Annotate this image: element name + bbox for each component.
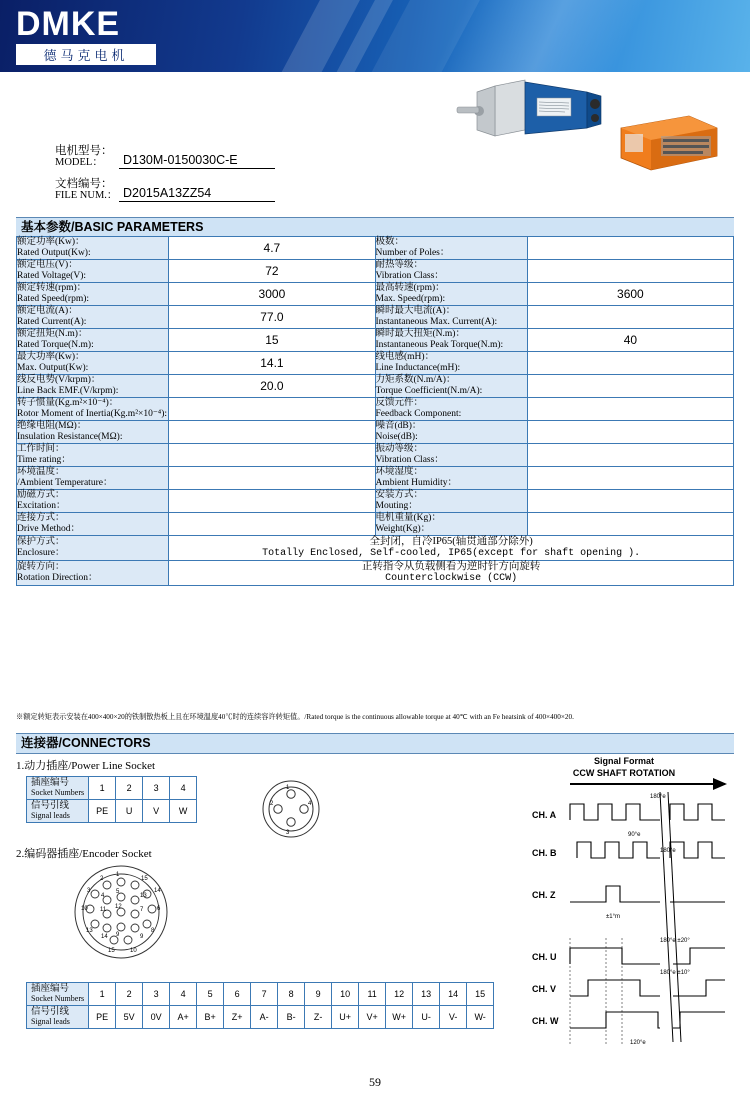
param-value-left: 15 bbox=[169, 329, 375, 352]
cell: 1 bbox=[89, 983, 116, 1006]
socket-header-cn: 插座编号 bbox=[31, 778, 70, 788]
param-value-left bbox=[169, 398, 375, 421]
cell: PE bbox=[89, 1006, 116, 1029]
param-value-cn: 正转指令从负载侧看为逆时针方向旋转 bbox=[361, 561, 541, 572]
svg-text:11: 11 bbox=[100, 907, 107, 913]
param-label-cn: 电机重量(Kg)： bbox=[375, 513, 441, 523]
model-value: D130M-0150030C-E bbox=[119, 153, 275, 169]
power-socket-title: 1.动力插座/Power Line Socket bbox=[16, 760, 156, 772]
param-label-en: Enclosure： bbox=[17, 548, 65, 558]
table-row bbox=[17, 444, 734, 467]
cell: 14 bbox=[440, 983, 467, 1006]
param-label-en: Time rating： bbox=[17, 455, 71, 465]
param-label-en: Max. Output(Kw): bbox=[17, 363, 89, 373]
param-label-en: Noise(dB): bbox=[375, 432, 418, 442]
cell: 0V bbox=[143, 1006, 170, 1029]
cell: W bbox=[170, 800, 197, 823]
signal-leads-header bbox=[27, 800, 89, 823]
svg-text:3: 3 bbox=[286, 830, 290, 836]
param-label-left bbox=[17, 513, 169, 536]
param-label-en: Feedback Component: bbox=[375, 409, 462, 419]
model-label bbox=[55, 145, 119, 169]
param-label-right bbox=[375, 490, 527, 513]
param-label-cn: 额定扭矩(N.m)： bbox=[17, 329, 88, 339]
param-label-en: /Ambient Temperature： bbox=[17, 478, 113, 488]
param-value-full bbox=[169, 561, 734, 586]
param-label-left bbox=[17, 444, 169, 467]
table-row bbox=[17, 490, 734, 513]
param-label-left bbox=[17, 536, 169, 561]
param-value-right bbox=[527, 444, 733, 467]
param-label-cn: 振动等级： bbox=[375, 444, 424, 454]
motor-photo bbox=[455, 78, 615, 156]
param-label-left bbox=[17, 237, 169, 260]
svg-text:14: 14 bbox=[154, 888, 161, 894]
section-header-basic-parameters bbox=[16, 217, 734, 238]
model-label-cn: 电机型号： bbox=[55, 145, 113, 157]
header-streak bbox=[365, 0, 486, 72]
param-value-right bbox=[527, 421, 733, 444]
socket-header-en: Socket Numbers bbox=[31, 994, 85, 1003]
encoder-socket-title: 2.编码器插座/Encoder Socket bbox=[16, 848, 152, 860]
param-label-right bbox=[375, 421, 527, 444]
table-row bbox=[17, 283, 734, 306]
cell: 5 bbox=[197, 983, 224, 1006]
signal-format-waveform bbox=[510, 752, 738, 1052]
cell: 15 bbox=[467, 983, 494, 1006]
cell: V- bbox=[440, 1006, 467, 1029]
cell: V bbox=[143, 800, 170, 823]
cell: A- bbox=[251, 1006, 278, 1029]
page-number: 59 bbox=[369, 1075, 381, 1089]
cell: B- bbox=[278, 1006, 305, 1029]
param-value-right bbox=[527, 513, 733, 536]
svg-text:3: 3 bbox=[87, 888, 91, 894]
table-row bbox=[17, 306, 734, 329]
cell: B+ bbox=[197, 1006, 224, 1029]
param-label-cn: 旋转方向： bbox=[17, 562, 65, 572]
leads-header-cn: 信号引线 bbox=[31, 801, 70, 811]
param-label-cn: 极数： bbox=[375, 237, 405, 247]
table-row bbox=[17, 421, 734, 444]
basic-parameters-table bbox=[16, 236, 734, 586]
socket-numbers-header bbox=[27, 983, 89, 1006]
param-label-right bbox=[375, 513, 527, 536]
cell: V+ bbox=[359, 1006, 386, 1029]
param-label-left bbox=[17, 260, 169, 283]
svg-text:9: 9 bbox=[116, 932, 120, 938]
cell: W- bbox=[467, 1006, 494, 1029]
section-title-basic: 基本参数/BASIC PARAMETERS bbox=[21, 220, 204, 234]
param-value-left bbox=[169, 421, 375, 444]
param-value-cn: 全封闭，自冷IP65(轴贯通部分除外) bbox=[369, 536, 533, 547]
param-label-left bbox=[17, 421, 169, 444]
param-value-right bbox=[527, 260, 733, 283]
param-value-left: 77.0 bbox=[169, 306, 375, 329]
param-label-cn: 力矩系数(N.m/A)： bbox=[375, 375, 456, 385]
param-value-full bbox=[169, 536, 734, 561]
svg-text:4: 4 bbox=[101, 893, 105, 899]
socket-numbers-header bbox=[27, 777, 89, 800]
param-value-right bbox=[527, 467, 733, 490]
svg-text:180°e: 180°e bbox=[660, 848, 676, 854]
param-label-cn: 线反电势(V/krpm)： bbox=[17, 375, 101, 385]
param-label-left bbox=[17, 561, 169, 586]
cell: 4 bbox=[170, 777, 197, 800]
model-info-block bbox=[55, 145, 275, 211]
param-value-right: 3600 bbox=[527, 283, 733, 306]
file-value: D2015A13ZZ54 bbox=[119, 186, 275, 202]
svg-text:CH. A: CH. A bbox=[532, 810, 557, 820]
param-label-cn: 额定电流(A)： bbox=[17, 306, 78, 316]
cell: Z+ bbox=[224, 1006, 251, 1029]
param-label-cn: 瞬时最大扭矩(N.m)： bbox=[375, 329, 465, 339]
param-label-en: Rated Speed(rpm): bbox=[17, 294, 90, 304]
model-label-en: MODEL： bbox=[55, 157, 103, 168]
cell: 13 bbox=[413, 983, 440, 1006]
table-row bbox=[27, 1006, 494, 1029]
param-label-cn: 绝缘电阻(MΩ)： bbox=[17, 421, 87, 431]
param-value-left: 20.0 bbox=[169, 375, 375, 398]
param-label-cn: 额定电压(V)： bbox=[17, 260, 78, 270]
section-header-connectors bbox=[16, 733, 734, 754]
param-label-right bbox=[375, 467, 527, 490]
svg-text:CH. U: CH. U bbox=[532, 952, 557, 962]
param-label-en: Ambient Humidity： bbox=[375, 478, 458, 488]
param-label-cn: 最大功率(Kw)： bbox=[17, 352, 85, 362]
svg-text:1: 1 bbox=[116, 872, 120, 878]
param-label-cn: 耐热等级： bbox=[375, 260, 424, 270]
svg-text:CH. Z: CH. Z bbox=[532, 890, 556, 900]
param-label-en: Rotor Moment of Inertia(Kg.m²×10⁻⁴): bbox=[17, 409, 168, 419]
svg-text:4: 4 bbox=[308, 801, 312, 807]
leads-header-en: Signal leads bbox=[31, 1017, 70, 1026]
svg-text:15: 15 bbox=[108, 948, 115, 954]
drive-photo bbox=[617, 112, 722, 174]
svg-text:9: 9 bbox=[140, 934, 144, 940]
svg-text:1: 1 bbox=[286, 785, 290, 791]
cell: U- bbox=[413, 1006, 440, 1029]
param-label-cn: 反馈元件： bbox=[375, 398, 424, 408]
section-title-connectors: 连接器/CONNECTORS bbox=[21, 736, 151, 750]
table-row bbox=[17, 513, 734, 536]
param-label-en: Rated Voltage(V): bbox=[17, 271, 87, 281]
socket-header-en: Socket Numbers bbox=[31, 788, 85, 797]
page-header bbox=[0, 0, 750, 72]
param-label-en: Rotation Direction： bbox=[17, 573, 98, 583]
param-label-en: Number of Poles： bbox=[375, 248, 450, 258]
table-footnote: ※额定转矩表示安装在400×400×20的铁制散热板上且在环境温度40℃时的连续容许转矩值。/Rated torque is the continuous allowable torque at 40℃ with an Fe heatsink of 400×400×20. bbox=[16, 713, 574, 721]
param-label-cn: 额定功率(Kw)： bbox=[17, 237, 85, 247]
cell: 3 bbox=[143, 777, 170, 800]
svg-text:CH. W: CH. W bbox=[532, 1016, 559, 1026]
svg-text:6: 6 bbox=[157, 906, 161, 912]
cell: 1 bbox=[89, 777, 116, 800]
param-label-left bbox=[17, 283, 169, 306]
cell: 5V bbox=[116, 1006, 143, 1029]
svg-text:13: 13 bbox=[86, 928, 93, 934]
brand-name: DMKE bbox=[16, 5, 121, 43]
param-label-cn: 安装方式： bbox=[375, 490, 424, 500]
param-label-right bbox=[375, 352, 527, 375]
param-label-en: Rated Output(Kw): bbox=[17, 248, 91, 258]
signal-leads-header bbox=[27, 1006, 89, 1029]
table-row bbox=[17, 329, 734, 352]
param-label-cn: 噪音(dB)： bbox=[375, 421, 422, 431]
socket-header-cn: 插座编号 bbox=[31, 984, 70, 994]
svg-text:7: 7 bbox=[140, 907, 144, 913]
param-label-en: Instantaneous Max. Current(A): bbox=[375, 317, 498, 327]
svg-text:180°e: 180°e bbox=[650, 794, 666, 800]
table-row bbox=[17, 260, 734, 283]
param-label-cn: 转子惯量(Kg.m²×10⁻⁴)： bbox=[17, 398, 119, 408]
cell: 2 bbox=[116, 777, 143, 800]
table-row bbox=[17, 375, 734, 398]
table-row bbox=[17, 237, 734, 260]
param-label-right bbox=[375, 375, 527, 398]
cell: U bbox=[116, 800, 143, 823]
param-label-left bbox=[17, 490, 169, 513]
param-label-en: Insulation Resistance(MΩ): bbox=[17, 432, 123, 442]
param-label-cn: 线电感(mH)： bbox=[375, 352, 435, 362]
svg-text:12: 12 bbox=[115, 904, 122, 910]
cell: 6 bbox=[224, 983, 251, 1006]
svg-text:5: 5 bbox=[116, 889, 120, 895]
svg-text:180°e ±20°: 180°e ±20° bbox=[660, 938, 690, 944]
param-label-en: Rated Current(A): bbox=[17, 317, 87, 327]
cell: 7 bbox=[251, 983, 278, 1006]
param-label-cn: 环境湿度： bbox=[375, 467, 424, 477]
param-label-cn: 环境温度： bbox=[17, 467, 65, 477]
param-label-right bbox=[375, 283, 527, 306]
param-label-left bbox=[17, 398, 169, 421]
param-value-left bbox=[169, 490, 375, 513]
param-label-right bbox=[375, 398, 527, 421]
param-value-en: Totally Enclosed, Self-cooled, IP65(except for shaft opening ). bbox=[262, 548, 641, 559]
param-label-left bbox=[17, 467, 169, 490]
cell: 2 bbox=[116, 983, 143, 1006]
param-label-cn: 保护方式： bbox=[17, 537, 65, 547]
svg-text:90°e: 90°e bbox=[628, 832, 641, 838]
svg-text:10: 10 bbox=[130, 948, 137, 954]
table-row bbox=[27, 777, 197, 800]
param-value-en: Counterclockwise (CCW) bbox=[385, 573, 518, 584]
param-value-left: 3000 bbox=[169, 283, 375, 306]
param-value-right: 40 bbox=[527, 329, 733, 352]
param-value-right bbox=[527, 375, 733, 398]
param-label-en: Excitation： bbox=[17, 501, 66, 511]
param-label-en: Rated Torque(N.m): bbox=[17, 340, 94, 350]
svg-text:8: 8 bbox=[151, 928, 155, 934]
table-row bbox=[27, 800, 197, 823]
table-row bbox=[17, 398, 734, 421]
param-value-left bbox=[169, 513, 375, 536]
param-label-en: Torque Coefficient(N.m/A): bbox=[375, 386, 483, 396]
param-label-en: Weight(Kg)： bbox=[375, 524, 431, 534]
param-label-right bbox=[375, 329, 527, 352]
svg-text:2: 2 bbox=[270, 801, 274, 807]
cell: Z- bbox=[305, 1006, 332, 1029]
power-connector-diagram bbox=[248, 778, 334, 840]
leads-header-cn: 信号引线 bbox=[31, 1007, 70, 1017]
cell: 3 bbox=[143, 983, 170, 1006]
svg-text:180°e ±10°: 180°e ±10° bbox=[660, 970, 690, 976]
param-label-right bbox=[375, 444, 527, 467]
cell: U+ bbox=[332, 1006, 359, 1029]
encoder-socket-table bbox=[26, 982, 494, 1029]
param-value-left: 14.1 bbox=[169, 352, 375, 375]
param-label-cn: 瞬时最大电流(A)： bbox=[375, 306, 456, 316]
param-label-cn: 工作时间： bbox=[17, 444, 65, 454]
svg-text:13: 13 bbox=[140, 893, 147, 899]
param-value-right bbox=[527, 352, 733, 375]
param-label-en: Instantaneous Peak Torque(N.m): bbox=[375, 340, 504, 350]
param-label-en: Vibration Class： bbox=[375, 455, 444, 465]
table-row bbox=[17, 561, 734, 586]
svg-text:CCW SHAFT ROTATION: CCW SHAFT ROTATION bbox=[572, 768, 676, 778]
power-socket-table bbox=[26, 776, 197, 823]
param-value-left: 4.7 bbox=[169, 237, 375, 260]
svg-text:14: 14 bbox=[101, 934, 108, 940]
param-value-right bbox=[527, 490, 733, 513]
param-value-right bbox=[527, 398, 733, 421]
param-label-right bbox=[375, 260, 527, 283]
param-label-left bbox=[17, 306, 169, 329]
svg-text:CH. V: CH. V bbox=[532, 984, 557, 994]
encoder-connector-diagram bbox=[62, 862, 180, 962]
svg-text:15: 15 bbox=[141, 876, 148, 882]
svg-text:2: 2 bbox=[100, 876, 104, 882]
param-label-en: Mouting： bbox=[375, 501, 418, 511]
brand-logo bbox=[16, 6, 156, 65]
header-streak bbox=[330, 0, 399, 72]
param-label-en: Max. Speed(rpm): bbox=[375, 294, 446, 304]
param-label-en: Line Inductance(mH): bbox=[375, 363, 461, 373]
param-value-right bbox=[527, 306, 733, 329]
param-value-right bbox=[527, 237, 733, 260]
param-label-left bbox=[17, 375, 169, 398]
file-label-cn: 文档编号： bbox=[55, 178, 113, 190]
param-label-en: Drive Method： bbox=[17, 524, 81, 534]
svg-text:CH. B: CH. B bbox=[532, 848, 557, 858]
param-value-left bbox=[169, 444, 375, 467]
cell: 11 bbox=[359, 983, 386, 1006]
file-label-en: FILE NUM.： bbox=[55, 190, 118, 201]
table-row bbox=[27, 983, 494, 1006]
param-label-cn: 连接方式： bbox=[17, 513, 65, 523]
cell: PE bbox=[89, 800, 116, 823]
param-label-cn: 额定转速(rpm)： bbox=[17, 283, 87, 293]
leads-header-en: Signal leads bbox=[31, 811, 70, 820]
file-label bbox=[55, 178, 119, 202]
table-row bbox=[17, 467, 734, 490]
cell: 4 bbox=[170, 983, 197, 1006]
param-label-right bbox=[375, 237, 527, 260]
file-row bbox=[55, 178, 275, 202]
cell: W+ bbox=[386, 1006, 413, 1029]
svg-text:10: 10 bbox=[81, 906, 88, 912]
table-row bbox=[17, 536, 734, 561]
param-value-left bbox=[169, 467, 375, 490]
cell: A+ bbox=[170, 1006, 197, 1029]
model-row bbox=[55, 145, 275, 169]
param-label-left bbox=[17, 352, 169, 375]
param-label-right bbox=[375, 306, 527, 329]
brand-chinese: 德马克电机 bbox=[16, 44, 156, 65]
param-label-en: Vibration Class： bbox=[375, 271, 444, 281]
param-value-left: 72 bbox=[169, 260, 375, 283]
param-label-cn: 励磁方式： bbox=[17, 490, 65, 500]
param-label-cn: 最高转速(rpm)： bbox=[375, 283, 445, 293]
param-label-en: Line Back EMF.(V/krpm): bbox=[17, 386, 119, 396]
cell: 9 bbox=[305, 983, 332, 1006]
cell: 8 bbox=[278, 983, 305, 1006]
cell: 12 bbox=[386, 983, 413, 1006]
cell: 10 bbox=[332, 983, 359, 1006]
svg-text:±1°m: ±1°m bbox=[606, 914, 621, 920]
header-streak bbox=[275, 0, 366, 72]
param-label-left bbox=[17, 329, 169, 352]
table-row bbox=[17, 352, 734, 375]
svg-text:Signal Format: Signal Format bbox=[593, 756, 655, 766]
svg-text:120°e: 120°e bbox=[630, 1040, 646, 1046]
